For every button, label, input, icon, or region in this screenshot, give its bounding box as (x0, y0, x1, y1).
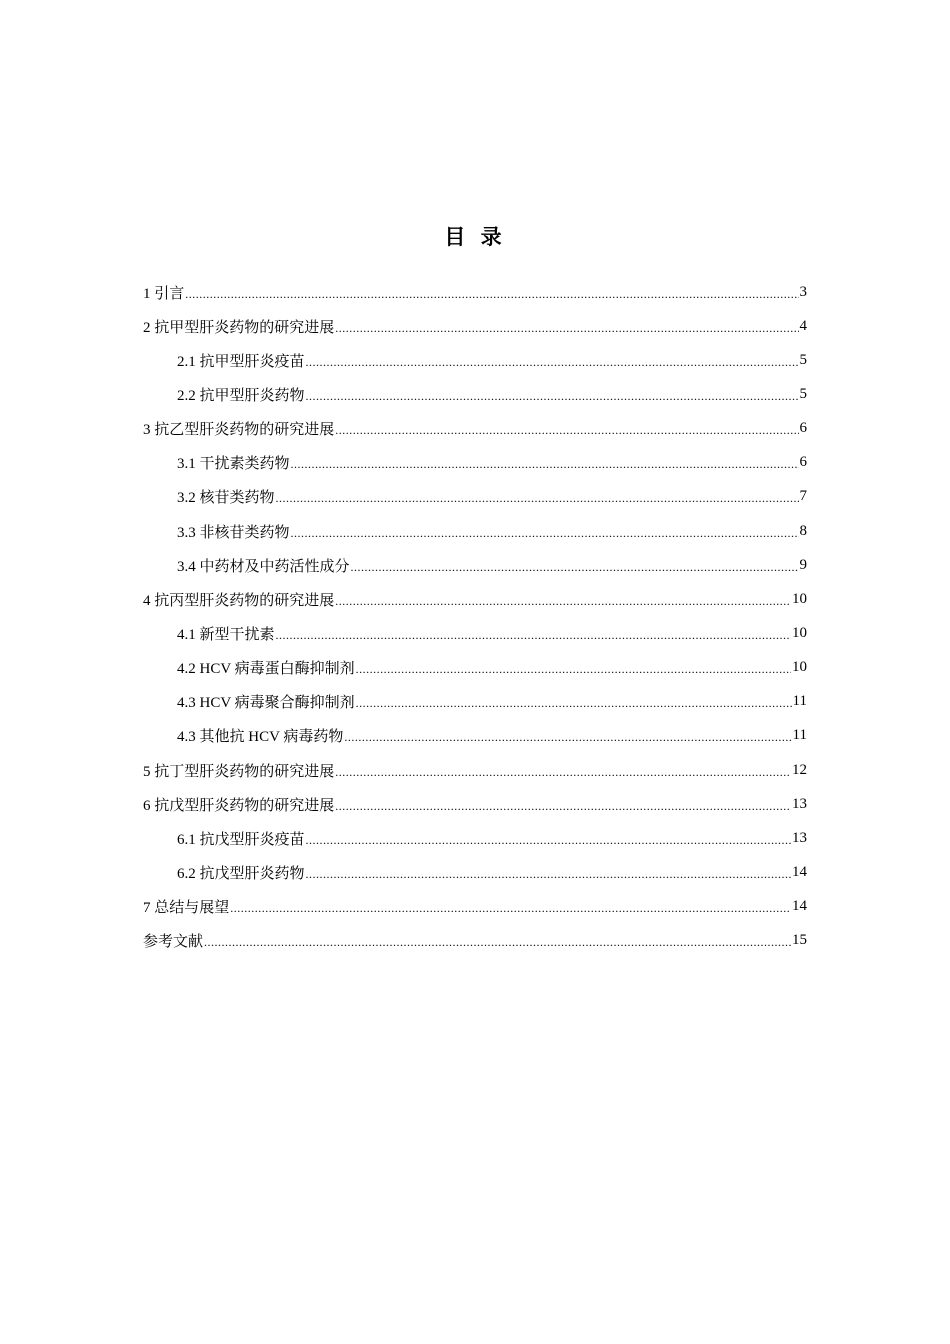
toc-entry[interactable] (143, 753, 807, 787)
toc-entry-page: 13 (792, 795, 807, 812)
toc-entry-label: 6.1 抗戊型肝炎疫苗 (177, 831, 305, 848)
toc-entry-page: 6 (799, 454, 807, 471)
toc-entry[interactable] (143, 787, 807, 821)
toc-entry-label: 3.3 非核苷类药物 (177, 524, 290, 541)
toc-leader-dots (356, 696, 792, 711)
toc-entry[interactable] (143, 480, 807, 514)
toc-leader-dots (306, 833, 791, 848)
toc-entry[interactable] (143, 377, 807, 411)
toc-entry-label: 2.1 抗甲型肝炎疫苗 (177, 353, 305, 370)
toc-leader-dots (276, 628, 791, 643)
toc-entry-label: 3.4 中药材及中药活性成分 (177, 558, 350, 575)
toc-entry[interactable] (143, 855, 807, 889)
toc-entry-label: 参考文献 (143, 934, 204, 951)
toc-entry-label: 3 抗乙型肝炎药物的研究进展 (143, 422, 335, 439)
toc-leader-dots (291, 526, 799, 541)
toc-entry-label: 6.2 抗戊型肝炎药物 (177, 865, 305, 882)
toc-leader-dots (351, 560, 799, 575)
toc-entry-label: 7 总结与展望 (143, 900, 230, 917)
toc-entry[interactable] (143, 685, 807, 719)
toc-leader-dots (291, 457, 799, 472)
toc-entry-label: 6 抗戊型肝炎药物的研究进展 (143, 797, 335, 814)
toc-entry[interactable] (143, 821, 807, 855)
toc-entry[interactable] (143, 514, 807, 548)
toc-entry-page: 11 (792, 727, 807, 744)
toc-leader-dots (230, 901, 791, 916)
toc-entry-page: 13 (792, 829, 807, 846)
toc-entry-label: 2 抗甲型肝炎药物的研究进展 (143, 319, 335, 336)
toc-entry[interactable] (143, 446, 807, 480)
toc-entry-page: 9 (799, 556, 807, 573)
toc-leader-dots (276, 491, 799, 506)
toc-leader-dots (356, 662, 791, 677)
toc-entry[interactable] (143, 548, 807, 582)
toc-title: 目 录 (444, 225, 506, 249)
toc-entry-page: 11 (792, 693, 807, 710)
toc-entry-label: 2.2 抗甲型肝炎药物 (177, 387, 305, 404)
toc-leader-dots (185, 287, 798, 302)
toc-entry-page: 14 (792, 863, 807, 880)
toc-entry-page: 10 (792, 590, 807, 607)
toc-leader-dots (306, 867, 791, 882)
toc-entry[interactable] (143, 412, 807, 446)
toc-leader-dots (335, 594, 791, 609)
toc-leader-dots (335, 765, 791, 780)
toc-entry-label: 4.2 HCV 病毒蛋白酶抑制剂 (177, 661, 355, 678)
toc-leader-dots (344, 730, 791, 745)
toc-entry[interactable] (143, 890, 807, 924)
toc-entry-page: 14 (792, 898, 807, 915)
toc-leader-dots (306, 355, 799, 370)
toc-entry-label: 3.2 核苷类药物 (177, 490, 275, 507)
toc-entry[interactable] (143, 275, 807, 309)
toc-entry-page: 3 (799, 283, 807, 300)
toc-entry[interactable] (143, 924, 807, 958)
toc-entry[interactable] (143, 651, 807, 685)
toc-entry-label: 4.3 其他抗 HCV 病毒药物 (177, 729, 344, 746)
toc-leader-dots (204, 935, 791, 950)
toc-entry[interactable] (143, 343, 807, 377)
toc-entry-page: 5 (799, 385, 807, 402)
toc-list (143, 275, 807, 958)
toc-entry-page: 15 (792, 932, 807, 949)
toc-leader-dots (335, 321, 798, 336)
toc-entry-label: 1 引言 (143, 285, 185, 302)
toc-leader-dots (306, 389, 799, 404)
toc-entry[interactable] (143, 616, 807, 650)
toc-entry-page: 10 (792, 659, 807, 676)
toc-leader-dots (335, 799, 791, 814)
toc-entry[interactable] (143, 719, 807, 753)
toc-entry-page: 5 (799, 351, 807, 368)
toc-leader-dots (335, 423, 798, 438)
toc-entry-label: 4.1 新型干扰素 (177, 626, 275, 643)
toc-entry-label: 4.3 HCV 病毒聚合酶抑制剂 (177, 695, 355, 712)
toc-entry-page: 6 (799, 420, 807, 437)
toc-entry-label: 4 抗丙型肝炎药物的研究进展 (143, 592, 335, 609)
toc-entry-page: 4 (799, 317, 807, 334)
toc-entry-page: 8 (799, 522, 807, 539)
toc-entry[interactable] (143, 582, 807, 616)
toc-entry-label: 5 抗丁型肝炎药物的研究进展 (143, 763, 335, 780)
toc-entry-page: 12 (792, 761, 807, 778)
toc-entry-page: 10 (792, 624, 807, 641)
toc-entry-page: 7 (799, 488, 807, 505)
toc-entry[interactable] (143, 309, 807, 343)
toc-entry-label: 3.1 干扰素类药物 (177, 456, 290, 473)
